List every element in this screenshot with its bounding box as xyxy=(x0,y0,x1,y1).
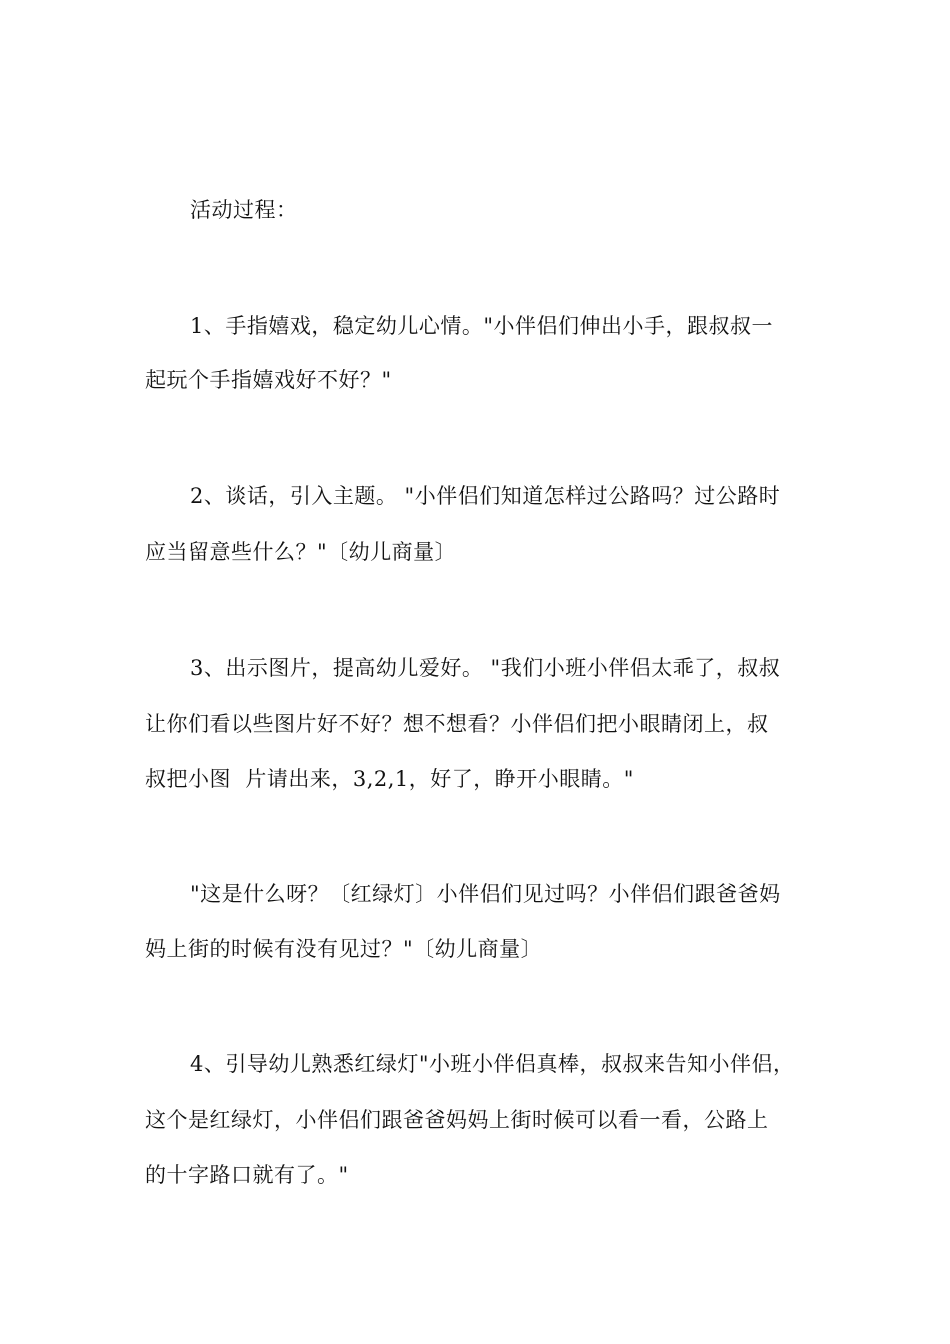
paragraph-line: 的十字路口就有了。" xyxy=(145,1163,349,1187)
paragraph-line: 妈上街的时候有没有见过？"〔幼儿商量〕 xyxy=(145,937,543,961)
paragraph-line: 叔把小图 片请出来，3,2,1，好了，睁开小眼睛。" xyxy=(145,767,634,791)
paragraph-line: 3、出示图片，提高幼儿爱好。 "我们小班小伴侣太乖了，叔叔 xyxy=(190,656,781,680)
paragraph-line: 2、谈话，引入主题。 "小伴侣们知道怎样过公路吗？过公路时 xyxy=(190,484,781,508)
paragraph-line: 4、引导幼儿熟悉红绿灯"小班小伴侣真棒，叔叔来告知小伴侣， xyxy=(190,1052,795,1076)
paragraph-line: 起玩个手指嬉戏好不好？" xyxy=(145,368,392,392)
paragraph-line: "这是什么呀？〔红绿灯〕小伴侣们见过吗？小伴侣们跟爸爸妈 xyxy=(190,882,781,906)
section-heading: 活动过程： xyxy=(190,198,298,222)
paragraph-line: 这个是红绿灯，小伴侣们跟爸爸妈妈上街时候可以看一看，公路上 xyxy=(145,1108,769,1132)
paragraph-line: 应当留意些什么？"〔幼儿商量〕 xyxy=(145,540,457,564)
paragraph-line: 1、手指嬉戏，稳定幼儿心情。"小伴侣们伸出小手，跟叔叔一 xyxy=(190,314,774,338)
paragraph-line: 让你们看以些图片好不好？想不想看？小伴侣们把小眼睛闭上，叔 xyxy=(145,712,769,736)
